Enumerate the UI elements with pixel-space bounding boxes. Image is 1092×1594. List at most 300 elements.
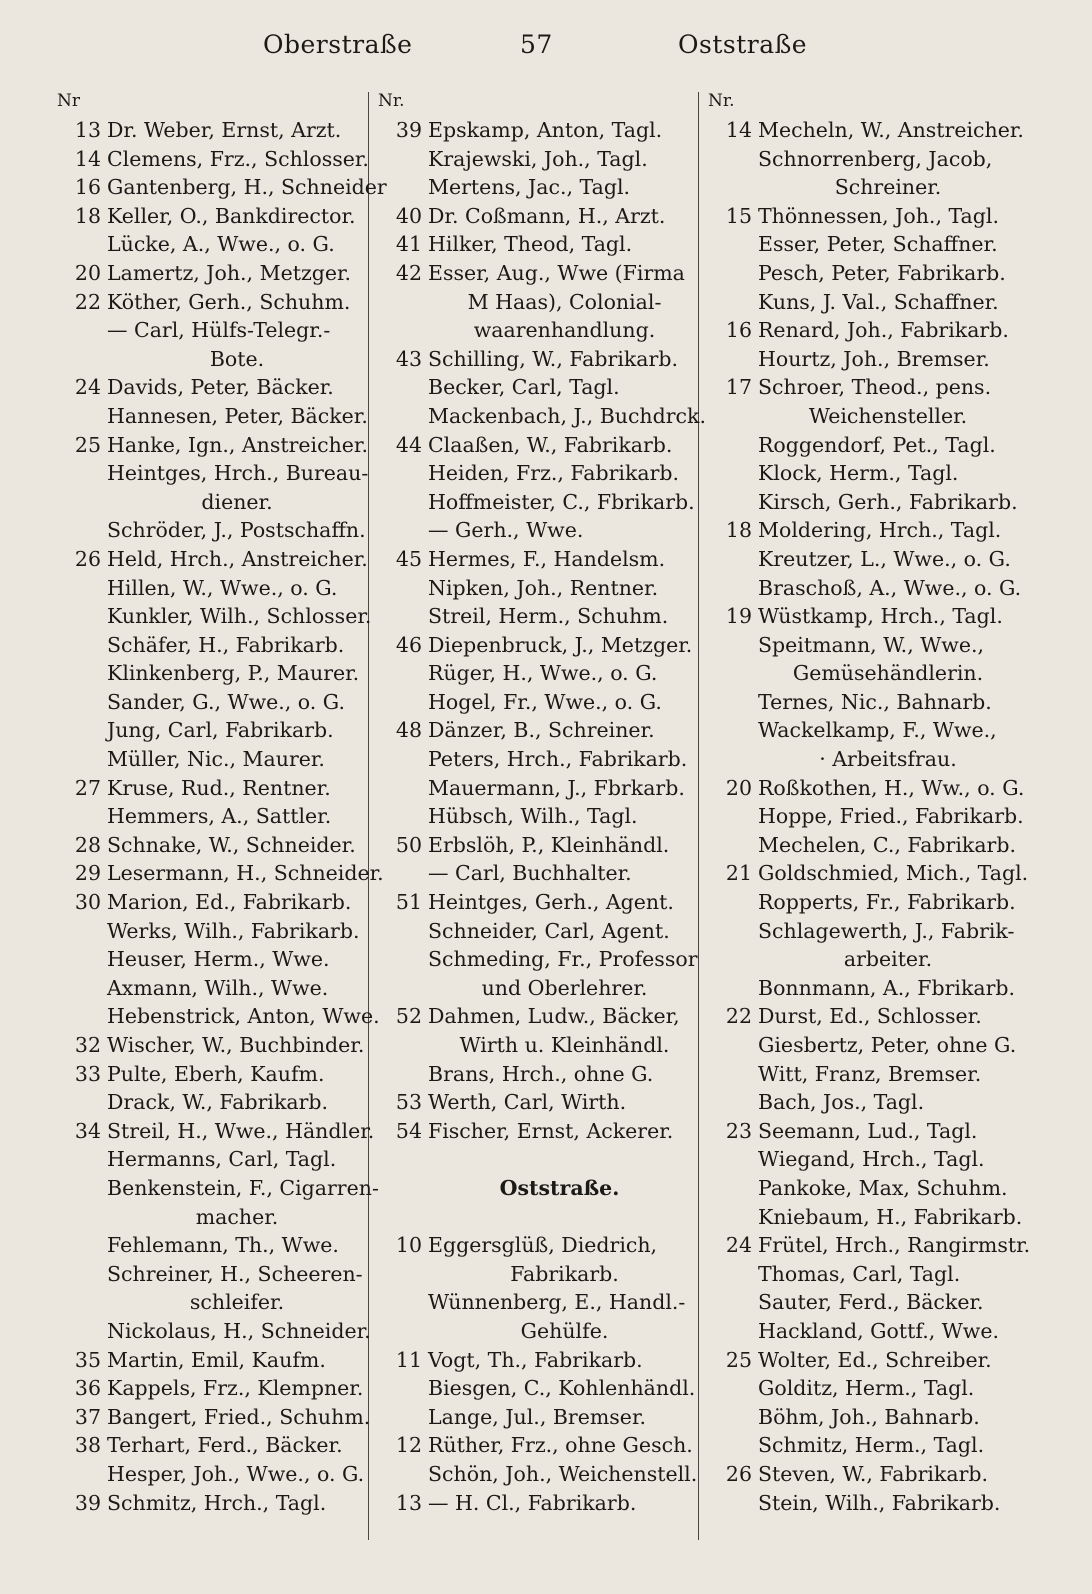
house-number: 20 [725, 775, 752, 800]
resident-text: Streil, H., Wwe., Händler. [107, 1118, 375, 1143]
house-number: 25 [725, 1347, 752, 1372]
directory-entry [57, 859, 384, 888]
directory-entry [57, 1031, 365, 1060]
house-number [378, 488, 428, 517]
resident-text: Schilling, W., Fabrikarb. [428, 346, 678, 371]
resident-text: Kruse, Rud., Rentner. [107, 775, 331, 800]
house-number [708, 688, 758, 717]
house-number [57, 345, 107, 374]
resident-text: Schröder, J., Postschaffn. [107, 518, 366, 543]
house-number [378, 602, 428, 631]
resident-text: Wirth u. Kleinhändl. [459, 1033, 670, 1057]
house-number [378, 288, 428, 317]
directory-entry [378, 202, 691, 231]
house-number: 25 [74, 432, 101, 457]
resident-text: Thönnessen, Joh., Tagl. [758, 203, 999, 228]
house-number [708, 402, 758, 431]
directory-entry [57, 202, 357, 231]
directory-entry [57, 1231, 357, 1260]
resident-text: Wünnenberg, E., Handl.- [428, 1290, 686, 1315]
house-number [708, 1060, 758, 1089]
house-number [378, 574, 428, 603]
resident-text: Benkenstein, F., Cigarren- [107, 1175, 379, 1200]
house-number [57, 1231, 107, 1260]
directory-entry [378, 145, 691, 174]
house-number [378, 745, 428, 774]
directory-entry [378, 1288, 691, 1317]
resident-text: Fehlemann, Th., Wwe. [107, 1233, 339, 1258]
directory-entry [708, 516, 1008, 545]
house-number [378, 1260, 428, 1289]
directory-entry [708, 602, 1008, 631]
resident-text: Schmitz, Herm., Tagl. [758, 1433, 985, 1458]
directory-entry [378, 1002, 691, 1031]
house-number: 43 [395, 346, 422, 371]
house-number [708, 173, 758, 202]
house-number [57, 1174, 107, 1203]
resident-text: Schmeding, Fr., Professor [428, 947, 698, 972]
directory-entry [57, 1174, 379, 1203]
house-number: 15 [725, 203, 752, 228]
directory-entry [378, 516, 691, 545]
resident-text: Roggendorf, Pet., Tagl. [758, 432, 996, 457]
directory-entry [708, 173, 1008, 202]
house-number [378, 1174, 428, 1203]
directory-entry [57, 345, 357, 374]
resident-text: Roßkothen, H., Ww., o. G. [758, 775, 1025, 800]
house-number [378, 316, 428, 345]
house-number [708, 288, 758, 317]
house-number: 26 [74, 546, 101, 571]
directory-entry [57, 1203, 357, 1232]
resident-text: Bonnmann, A., Fbrikarb. [758, 975, 1016, 1000]
resident-text: Hebenstrick, Anton, Wwe. [107, 1004, 380, 1029]
house-number [57, 230, 107, 259]
directory-entry [57, 230, 357, 259]
directory-entry [57, 917, 360, 946]
house-number [378, 974, 428, 1003]
house-number: 44 [395, 432, 422, 457]
resident-text: Witt, Franz, Bremser. [758, 1061, 982, 1086]
directory-entry [708, 574, 1022, 603]
directory-entry [57, 145, 369, 174]
directory-entry [708, 345, 1008, 374]
resident-text: Seemann, Lud., Tagl. [758, 1118, 978, 1143]
directory-entry [378, 688, 691, 717]
resident-text: Davids, Peter, Bäcker. [107, 375, 334, 400]
resident-text: Kirsch, Gerh., Fabrikarb. [758, 489, 1018, 514]
resident-text: Hübsch, Wilh., Tagl. [428, 804, 638, 829]
resident-text: Martin, Emil, Kaufm. [107, 1347, 326, 1372]
resident-text: Ternes, Nic., Bahnarb. [758, 689, 992, 714]
house-number [708, 745, 758, 774]
resident-text: Mauermann, J., Fbrkarb. [428, 775, 685, 800]
directory-entry [708, 431, 1008, 460]
resident-text: Heiden, Frz., Fabrikarb. [428, 461, 680, 486]
directory-entry [57, 1431, 357, 1460]
house-number: 22 [725, 1004, 752, 1029]
directory-entry [708, 230, 1008, 259]
resident-text: Kuns, J. Val., Schaffner. [758, 289, 999, 314]
resident-text: Sander, G., Wwe., o. G. [107, 689, 345, 714]
directory-entry [708, 1403, 1008, 1432]
directory-entry [378, 631, 691, 660]
spacer [378, 1145, 691, 1174]
house-number: 27 [74, 775, 101, 800]
house-number [708, 1203, 758, 1232]
resident-text: Moldering, Hrch., Tagl. [758, 518, 1002, 543]
resident-text: Schäfer, H., Fabrikarb. [107, 632, 345, 657]
directory-entry [378, 173, 691, 202]
resident-text: Clemens, Frz., Schlosser. [107, 146, 369, 171]
house-number: 35 [74, 1347, 101, 1372]
nr-column-label: Nr [57, 91, 81, 111]
directory-entry [57, 1117, 375, 1146]
directory-entry [57, 1060, 357, 1089]
house-number [378, 459, 428, 488]
house-number [57, 574, 107, 603]
resident-text: schleifer. [189, 1290, 285, 1315]
house-number: 40 [395, 203, 422, 228]
directory-entry [57, 802, 357, 831]
house-number [57, 688, 107, 717]
directory-entry [708, 1060, 1008, 1089]
resident-text: Werks, Wilh., Fabrikarb. [107, 918, 360, 943]
directory-entry [708, 288, 1008, 317]
resident-text: Esser, Aug., Wwe (Firma [428, 260, 685, 285]
house-number [378, 516, 428, 545]
house-number: 18 [74, 203, 101, 228]
resident-text: diener. [201, 489, 273, 514]
directory-entry [378, 1403, 691, 1432]
directory-entry [708, 1346, 1008, 1375]
house-number: 39 [395, 118, 422, 142]
directory-entry [708, 774, 1025, 803]
house-number [708, 631, 758, 660]
resident-text: Wiegand, Hrch., Tagl. [758, 1147, 985, 1172]
resident-text: Steven, W., Fabrikarb. [758, 1461, 989, 1486]
resident-text: Hogel, Fr., Wwe., o. G. [428, 689, 662, 714]
directory-entry [57, 716, 357, 745]
resident-text: Werth, Carl, Wirth. [428, 1090, 627, 1115]
resident-text: Schroer, Theod., pens. [758, 375, 992, 400]
directory-entry [708, 488, 1018, 517]
resident-text: Lücke, A., Wwe., o. G. [107, 232, 335, 257]
resident-text: Mertens, Jac., Tagl. [428, 175, 631, 200]
directory-entry [378, 574, 691, 603]
house-number [708, 1431, 758, 1460]
directory-entry [708, 888, 1016, 917]
house-number: 53 [395, 1090, 422, 1115]
directory-entry [378, 859, 691, 888]
resident-text: Axmann, Wilh., Wwe. [107, 975, 329, 1000]
house-number: 14 [74, 146, 101, 171]
directory-entry [57, 1346, 357, 1375]
resident-text: Nickolaus, H., Schneider. [107, 1318, 371, 1343]
resident-text: Hermes, F., Handelsm. [428, 546, 666, 571]
house-number: 10 [395, 1233, 422, 1258]
resident-text: Thomas, Carl, Tagl. [758, 1261, 961, 1286]
directory-entry [57, 974, 357, 1003]
directory-entry [378, 373, 691, 402]
resident-text: waarenhandlung. [473, 318, 656, 343]
house-number [378, 1288, 428, 1317]
resident-text: Terhart, Ferd., Bäcker. [107, 1433, 343, 1458]
resident-text: Mecheln, W., Anstreicher. [758, 118, 1024, 142]
house-number [708, 230, 758, 259]
house-number [708, 659, 758, 688]
directory-entry [378, 288, 691, 317]
directory-entry [57, 745, 357, 774]
house-number [57, 1088, 107, 1117]
resident-text: Dr. Coßmann, H., Arzt. [428, 203, 666, 228]
house-number: 16 [725, 318, 752, 343]
house-number: 20 [74, 260, 101, 285]
house-number [57, 1145, 107, 1174]
directory-entry [708, 1288, 1008, 1317]
house-number [708, 259, 758, 288]
house-number: 51 [395, 890, 422, 915]
directory-entry [378, 1117, 691, 1146]
directory-entry [57, 1088, 357, 1117]
directory-entry [708, 116, 1024, 145]
resident-text: Pankoke, Max, Schuhm. [758, 1175, 1008, 1200]
house-number: 28 [74, 832, 101, 857]
directory-entry [57, 488, 357, 517]
house-number [708, 545, 758, 574]
resident-text: Peters, Hrch., Fabrikarb. [428, 747, 688, 772]
directory-entry [378, 1489, 691, 1518]
section-heading [378, 1174, 691, 1203]
directory-entry [708, 459, 1008, 488]
directory-entry [378, 1260, 691, 1289]
house-number [378, 659, 428, 688]
resident-text: Rüther, Frz., ohne Gesch. [428, 1433, 693, 1458]
house-number: 46 [395, 632, 422, 657]
directory-entry [378, 1346, 691, 1375]
house-number [708, 974, 758, 1003]
house-number [378, 859, 428, 888]
house-number [708, 917, 758, 946]
directory-entry [378, 1088, 691, 1117]
resident-text: Hourtz, Joh., Bremser. [758, 346, 990, 371]
directory-entry [378, 402, 706, 431]
resident-text: M Haas), Colonial- [467, 289, 662, 314]
directory-entry [378, 917, 691, 946]
resident-text: Bangert, Fried., Schuhm. [107, 1404, 371, 1429]
directory-entry [378, 888, 691, 917]
house-number [378, 1374, 428, 1403]
resident-text: Gehülfe. [520, 1318, 609, 1343]
directory-entry [57, 574, 357, 603]
house-number: 19 [725, 604, 752, 629]
directory-entry [378, 116, 691, 145]
directory-entry [378, 1460, 698, 1489]
house-number: 48 [395, 718, 422, 743]
resident-text: Jung, Carl, Fabrikarb. [107, 718, 334, 743]
house-number [378, 1060, 428, 1089]
house-number [378, 688, 428, 717]
house-number [708, 345, 758, 374]
directory-entry [708, 402, 1008, 431]
resident-text: Golditz, Herm., Tagl. [758, 1376, 975, 1401]
resident-text: — H. Cl., Fabrikarb. [428, 1490, 637, 1515]
house-number [378, 945, 428, 974]
directory-entry [57, 688, 357, 717]
house-number: 13 [74, 118, 101, 142]
house-number [57, 316, 107, 345]
resident-text: Epskamp, Anton, Tagl. [428, 118, 663, 142]
directory-entry [708, 1145, 1008, 1174]
house-number [378, 802, 428, 831]
resident-text: Wischer, W., Buchbinder. [107, 1033, 365, 1057]
directory-entry [57, 1317, 371, 1346]
house-number [378, 1317, 428, 1346]
directory-entry [57, 602, 372, 631]
house-number [378, 373, 428, 402]
house-number: 17 [725, 375, 752, 400]
resident-text: Renard, Joh., Fabrikarb. [758, 318, 1009, 343]
directory-entry [708, 1117, 1008, 1146]
house-number [708, 716, 758, 745]
street-heading: Oststraße. [499, 1175, 620, 1200]
directory-entry [57, 659, 360, 688]
house-number [708, 1317, 758, 1346]
directory-entry [378, 716, 691, 745]
house-number [708, 574, 758, 603]
header-street-left: Oberstraße [263, 30, 413, 59]
resident-text: Mechelen, C., Fabrikarb. [758, 832, 1016, 857]
resident-text: Nipken, Joh., Rentner. [428, 575, 659, 600]
house-number: 34 [74, 1118, 101, 1143]
house-number [57, 1002, 107, 1031]
house-number [708, 1288, 758, 1317]
house-number [708, 1174, 758, 1203]
directory-entry [57, 402, 368, 431]
directory-entry [708, 716, 1008, 745]
directory-entry [378, 802, 691, 831]
house-number [57, 945, 107, 974]
directory-entry [708, 545, 1011, 574]
resident-text: Braschoß, A., Wwe., o. G. [758, 575, 1022, 600]
resident-text: Hackland, Gottf., Wwe. [758, 1318, 1000, 1343]
directory-entry [708, 1088, 1008, 1117]
house-number [57, 716, 107, 745]
resident-text: Marion, Ed., Fabrikarb. [107, 890, 352, 915]
resident-text: Schlagewerth, J., Fabrik- [758, 918, 1015, 943]
directory-entry [57, 831, 357, 860]
directory-entry [57, 431, 368, 460]
directory-entry [378, 831, 691, 860]
directory-entry [378, 774, 691, 803]
directory-entry [708, 1231, 1031, 1260]
directory-entry [708, 688, 1008, 717]
resident-text: Wüstkamp, Hrch., Tagl. [758, 604, 1003, 629]
resident-text: Dahmen, Ludw., Bäcker, [428, 1004, 680, 1029]
resident-text: Speitmann, W., Wwe., [758, 632, 985, 657]
resident-text: Hannesen, Peter, Bäcker. [107, 403, 368, 428]
directory-entry [708, 259, 1008, 288]
resident-text: Schneider, Carl, Agent. [428, 918, 670, 943]
resident-text: Hanke, Ign., Anstreicher. [107, 432, 368, 457]
house-number [378, 173, 428, 202]
resident-text: Goldschmied, Mich., Tagl. [758, 861, 1029, 886]
directory-entry [708, 945, 1008, 974]
house-number [708, 431, 758, 460]
directory-entry [57, 545, 368, 574]
directory-entry [57, 888, 357, 917]
house-number [708, 831, 758, 860]
resident-text: Becker, Carl, Tagl. [428, 375, 620, 400]
resident-text: Held, Hrch., Anstreicher. [107, 546, 368, 571]
resident-text: Drack, W., Fabrikarb. [107, 1090, 329, 1115]
house-number [708, 1403, 758, 1432]
resident-text: Biesgen, C., Kohlenhändl. [428, 1376, 696, 1401]
resident-text: Durst, Ed., Schlosser. [758, 1004, 982, 1029]
resident-text: Bote. [209, 346, 265, 371]
resident-text: Klock, Herm., Tagl. [758, 461, 959, 486]
directory-entry [57, 1288, 357, 1317]
house-number [57, 602, 107, 631]
house-number [57, 402, 107, 431]
resident-text: Mackenbach, J., Buchdrck. [428, 403, 706, 428]
directory-entry [378, 974, 691, 1003]
house-number [57, 745, 107, 774]
resident-text: Müller, Nic., Maurer. [107, 747, 325, 772]
resident-text: Krajewski, Joh., Tagl. [428, 146, 648, 171]
house-number [708, 1031, 758, 1060]
house-number [57, 631, 107, 660]
house-number [708, 1145, 758, 1174]
directory-entry [378, 459, 691, 488]
house-number [57, 1260, 107, 1289]
directory-entry [708, 974, 1016, 1003]
house-number: 16 [74, 175, 101, 200]
resident-text: Pesch, Peter, Fabrikarb. [758, 260, 1006, 285]
resident-text: — Carl, Buchhalter. [428, 861, 632, 886]
directory-entry [57, 316, 357, 345]
directory-entry [57, 774, 357, 803]
house-number: 13 [395, 1490, 422, 1515]
resident-text: Kreutzer, L., Wwe., o. G. [758, 546, 1011, 571]
spacer [378, 1203, 691, 1232]
house-number [57, 1288, 107, 1317]
directory-entry [378, 431, 691, 460]
directory-entry [378, 1231, 691, 1260]
directory-entry [378, 545, 691, 574]
house-number: 38 [74, 1433, 101, 1458]
resident-text: Klinkenberg, P., Maurer. [107, 661, 360, 686]
directory-columns [0, 90, 1092, 1540]
house-number: 33 [74, 1061, 101, 1086]
directory-entry [57, 1002, 380, 1031]
directory-entry [57, 1403, 371, 1432]
resident-text: Wolter, Ed., Schreiber. [758, 1347, 992, 1372]
house-number [708, 1260, 758, 1289]
resident-text: — Gerh., Wwe. [428, 518, 584, 543]
directory-entry [57, 116, 357, 145]
directory-entry [708, 145, 1008, 174]
directory-entry [708, 1431, 1008, 1460]
house-number: 50 [395, 832, 422, 857]
resident-text: Gemüsehändlerin. [792, 661, 984, 686]
house-number: 24 [725, 1233, 752, 1258]
house-number [57, 488, 107, 517]
directory-entry [708, 1002, 1008, 1031]
house-number [57, 974, 107, 1003]
resident-text: Stein, Wilh., Fabrikarb. [758, 1490, 1001, 1515]
house-number [708, 1374, 758, 1403]
